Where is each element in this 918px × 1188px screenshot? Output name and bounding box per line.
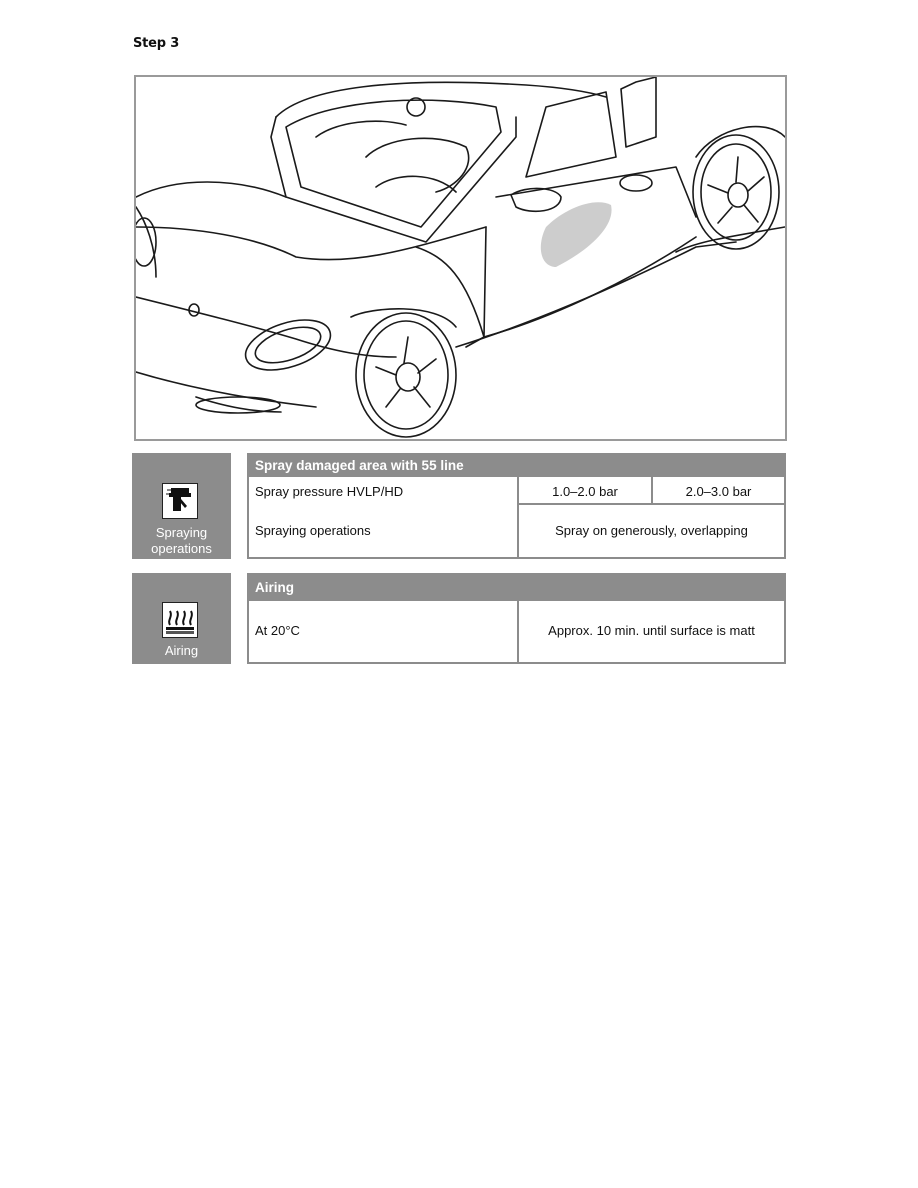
spraying-operations-block <box>132 453 786 559</box>
spraying-table <box>247 453 786 559</box>
airing-table-header: Airing <box>249 575 784 601</box>
airing-temperature-label: At 20°C <box>255 623 300 638</box>
step-title: Step 3 <box>133 36 180 51</box>
spraying-operations-sidebar <box>132 453 231 559</box>
spraying-divider-values-bottom <box>517 503 784 505</box>
car-drawing <box>136 77 785 439</box>
spraying-operations-label: Spraying operations <box>255 523 371 538</box>
airing-time-value: Approx. 10 min. until surface is matt <box>548 623 755 638</box>
spray-pressure-hvlp-value: 1.0–2.0 bar <box>552 484 618 499</box>
spraying-label-line1: Spraying <box>155 525 208 540</box>
spray-pressure-label: Spray pressure HVLP/HD <box>255 484 404 499</box>
spraying-table-header: Spray damaged area with 55 line <box>249 455 784 475</box>
heat-waves-icon <box>162 602 198 638</box>
spraying-operations-value: Spray on generously, overlapping <box>555 523 748 538</box>
airing-sidebar <box>132 573 231 664</box>
airing-table <box>247 573 786 664</box>
spray-gun-icon <box>162 483 198 519</box>
car-illustration <box>134 75 787 441</box>
spraying-label-line2: operations <box>151 541 212 556</box>
airing-block <box>132 573 786 664</box>
spray-pressure-hd-value: 2.0–3.0 bar <box>685 484 752 499</box>
airing-label: Airing <box>164 643 199 658</box>
